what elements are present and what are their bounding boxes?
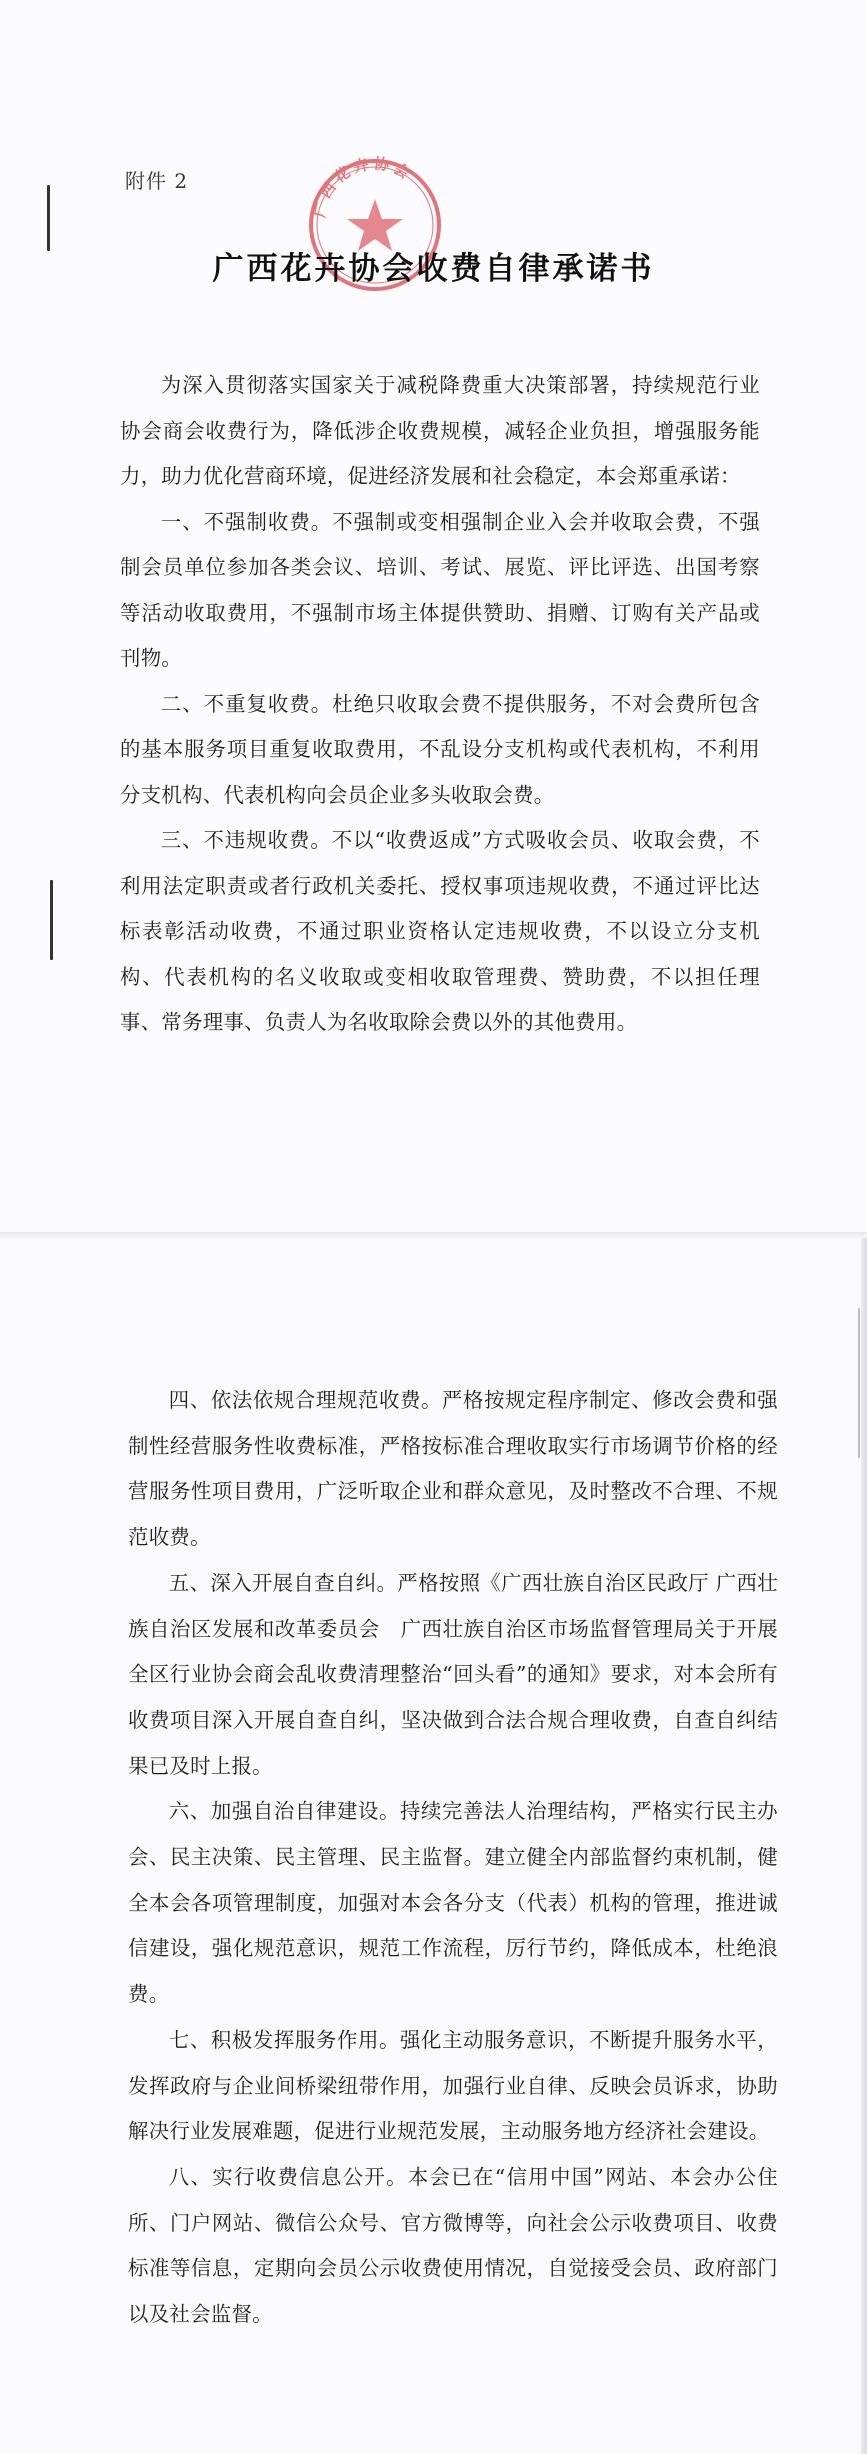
page-1-body	[120, 363, 760, 1046]
commitment-paragraph: 三、不违规收费。不以“收费返成”方式吸收会员、收取会费，不利用法定职责或者行政机关委托、授权事项违规收费，不通过评比达标表彰活动收费，不通过职业资格认定违规收费，不以设立分支机构、代表机构的名义收取或变相收取管理费、赞助费，不以担任理事、常务理事、负责人为名收取除会费以外的其他费用。	[120, 828, 760, 1034]
document-title: 广西花卉协会收费自律承诺书	[212, 251, 655, 287]
page-2-body	[128, 1378, 778, 2338]
svg-text:广西花卉协会: 广西花卉协会	[310, 155, 416, 220]
commitment-paragraph: 一、不强制收费。不强制或变相强制企业入会并收取会费，不强制会员单位参加各类会议、培训、考试、展览、评比评选、出国考察等活动收取费用，不强制市场主体提供赞助、捐赠、订购有关产品或刊物。	[120, 509, 760, 670]
intro-paragraph: 为深入贯彻落实国家关于减税降费重大决策部署，持续规范行业协会商会收费行为，降低涉企收费规模，减轻企业负担，增强服务能力，助力优化营商环境，促进经济发展和社会稳定，本会郑重承诺：	[120, 373, 760, 488]
commitment-paragraph: 二、不重复收费。杜绝只收取会费不提供服务，不对会费所包含的基本服务项目重复收取费用，不乱设分支机构或代表机构，不利用分支机构、代表机构向会员企业多头收取会费。	[120, 691, 760, 807]
commitment-paragraph: 四、依法依规合理规范收费。严格按规定程序制定、修改会费和强制性经营服务性收费标准，严格按标准合理收取实行市场调节价格的经营服务性项目费用，广泛听取企业和群众意见，及时整改不合理、不规范收费。	[128, 1388, 778, 1550]
attachment-label: 附件 2	[125, 169, 189, 193]
commitment-paragraph: 八、实行收费信息公开。本会已在“信用中国”网站、本会办公住所、门户网站、微信公众号、官方微博等，向社会公示收费项目、收费标准等信息，定期向会员公示收费使用情况，自觉接受会员、政府部门以及社会监督。	[128, 2164, 778, 2327]
commitment-paragraph: 六、加强自治自律建设。持续完善法人治理结构，严格实行民主办会、民主决策、民主管理、民主监督。建立健全内部监督约束机制，健全本会各项管理制度，加强对本会各分支（代表）机构的管理，推进诚信建设，强化规范意识，规范工作流程，厉行节约，降低成本，杜绝浪费。	[128, 1799, 778, 2007]
page-edge-shadow	[861, 1238, 867, 2454]
binding-hole-mark	[50, 880, 53, 960]
binding-hole-mark	[858, 1308, 860, 1458]
binding-hole-mark	[47, 185, 50, 251]
commitment-paragraph: 五、深入开展自查自纠。严格按照《广西壮族自治区民政厅 广西壮族自治区发展和改革委员会 广西壮族自治区市场监督管理局关于开展全区行业协会商会乱收费清理整治“回头看”的通知》要求，对本会所有收费项目深入开展自查自纠，坚决做到合法合规合理收费，自查自纠结果已及时上报。	[128, 1570, 778, 1778]
document-page-2	[0, 1238, 867, 2454]
commitment-paragraph: 七、积极发挥服务作用。强化主动服务意识，不断提升服务水平，发挥政府与企业间桥梁纽带作用，加强行业自律、反映会员诉求，协助解决行业发展难题，促进行业规范发展，主动服务地方经济社会建设。	[128, 2027, 778, 2144]
